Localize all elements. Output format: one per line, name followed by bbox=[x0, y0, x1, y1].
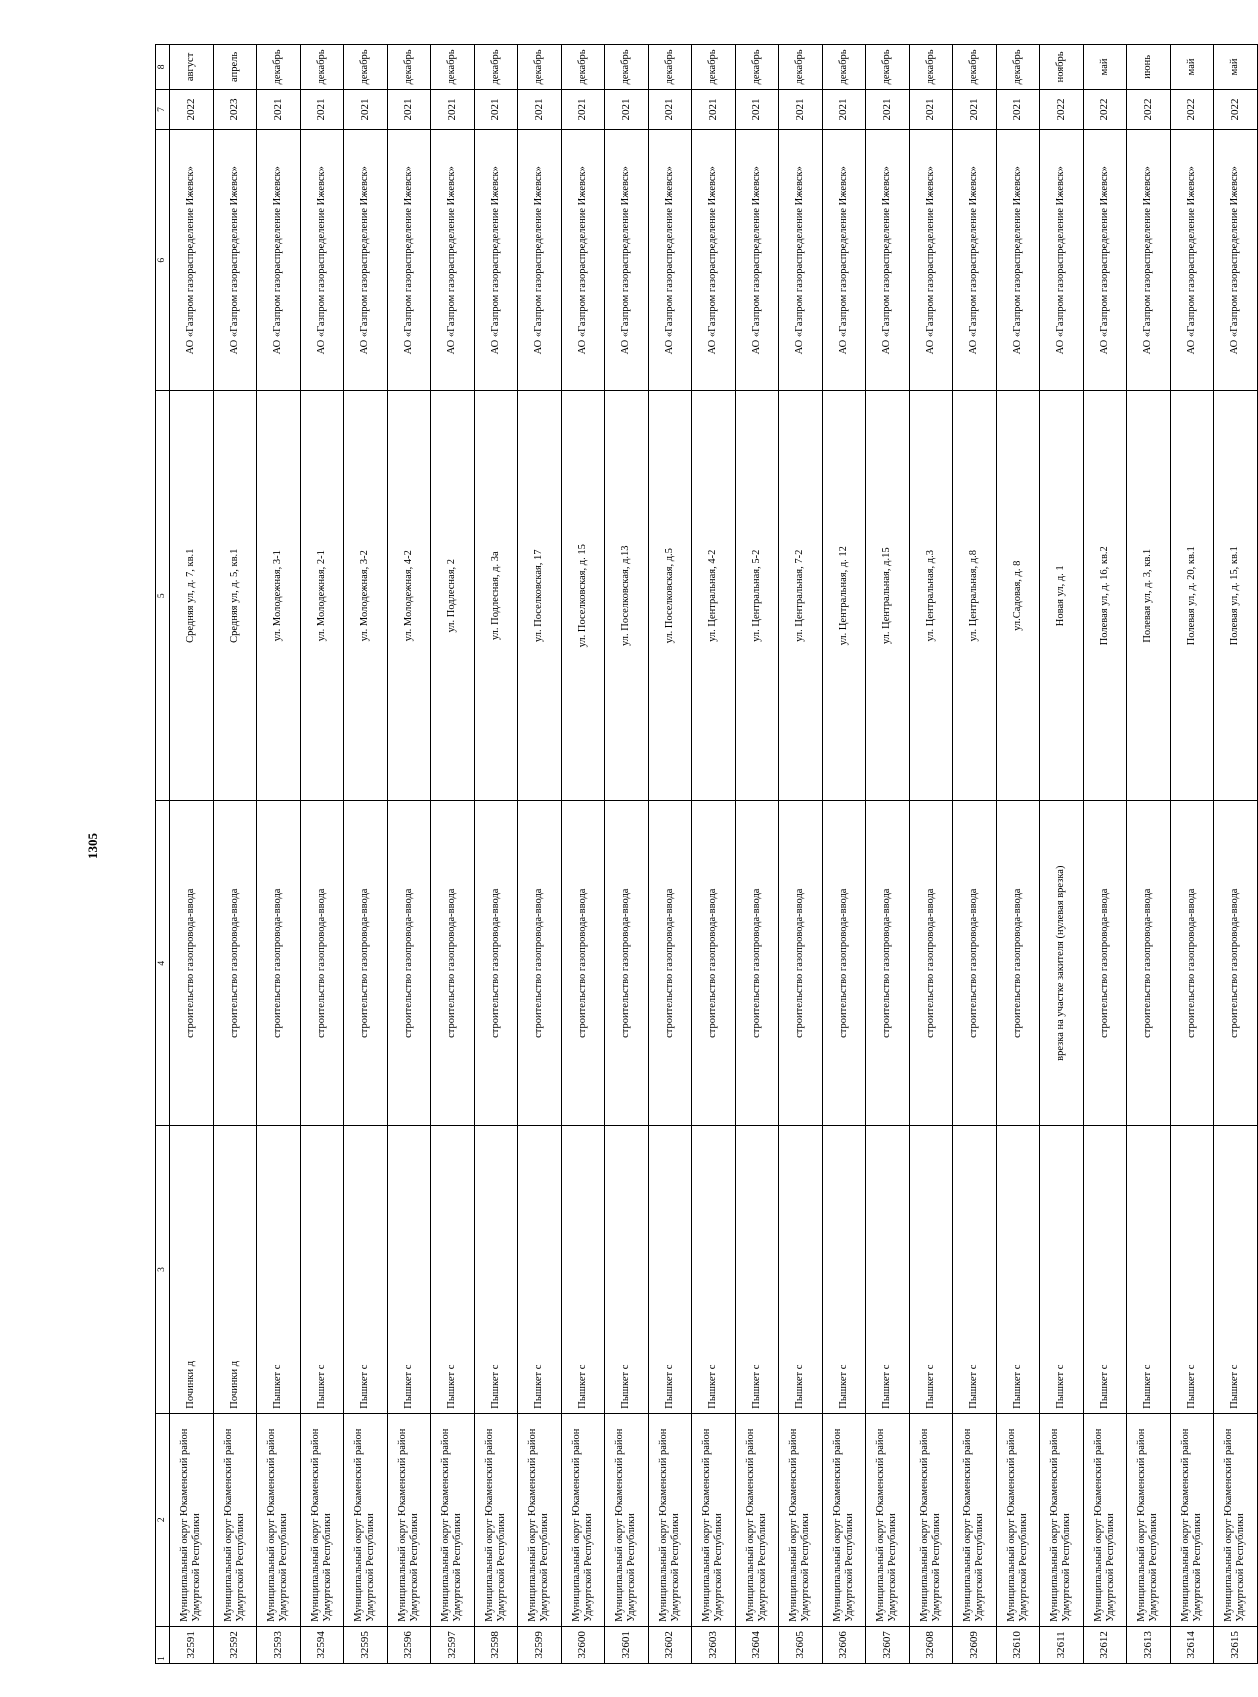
settlement-cell: Пышкет с bbox=[1127, 1126, 1171, 1414]
address-cell: ул. Молодежная, 3-2 bbox=[344, 391, 388, 801]
settlement-cell: Пышкет с bbox=[1170, 1126, 1214, 1414]
address-cell: Полевая ул, д. 16, кв.2 bbox=[1083, 391, 1127, 801]
year-cell: 2021 bbox=[996, 89, 1040, 129]
district-cell: Муниципальный округ Юкаменский район Удмуртской Республики bbox=[866, 1413, 910, 1626]
table-row bbox=[605, 45, 649, 1664]
month-cell: декабрь bbox=[996, 45, 1040, 90]
address-cell: ул. Поселковская, д.13 bbox=[605, 391, 649, 801]
district-cell: Муниципальный округ Юкаменский район Удмуртской Республики bbox=[953, 1413, 997, 1626]
row-number-cell: 32612 bbox=[1083, 1626, 1127, 1663]
work-type-cell: строительство газопровода-ввода bbox=[300, 801, 344, 1126]
gasification-schedule-table bbox=[155, 44, 1258, 1664]
address-cell: ул. Подлесная, д. 3а bbox=[474, 391, 518, 801]
address-cell: ул. Поселковская, д. 15 bbox=[561, 391, 605, 801]
row-number-cell: 32605 bbox=[779, 1626, 823, 1663]
year-cell: 2021 bbox=[300, 89, 344, 129]
organization-cell: АО «Газпром газораспределение Ижевск» bbox=[257, 130, 301, 391]
work-type-cell: строительство газопровода-ввода bbox=[1170, 801, 1214, 1126]
row-number-cell: 32593 bbox=[257, 1626, 301, 1663]
organization-cell: АО «Газпром газораспределение Ижевск» bbox=[561, 130, 605, 391]
month-cell: декабрь bbox=[518, 45, 562, 90]
organization-cell: АО «Газпром газораспределение Ижевск» bbox=[344, 130, 388, 391]
organization-cell: АО «Газпром газораспределение Ижевск» bbox=[518, 130, 562, 391]
settlement-cell: Пышкет с bbox=[1214, 1126, 1258, 1414]
district-cell: Муниципальный округ Юкаменский район Удмуртской Республики bbox=[822, 1413, 866, 1626]
month-cell: май bbox=[1214, 45, 1258, 90]
work-type-cell: строительство газопровода-ввода bbox=[257, 801, 301, 1126]
year-cell: 2021 bbox=[605, 89, 649, 129]
row-number-cell: 32596 bbox=[387, 1626, 431, 1663]
month-cell: апрель bbox=[213, 45, 257, 90]
year-cell: 2021 bbox=[866, 89, 910, 129]
year-cell: 2021 bbox=[561, 89, 605, 129]
work-type-cell: строительство газопровода-ввода bbox=[344, 801, 388, 1126]
table-row bbox=[692, 45, 736, 1664]
year-cell: 2021 bbox=[909, 89, 953, 129]
month-cell: декабрь bbox=[431, 45, 475, 90]
table-row bbox=[170, 45, 214, 1664]
table-row bbox=[909, 45, 953, 1664]
district-cell: Муниципальный округ Юкаменский район Удмуртской Республики bbox=[257, 1413, 301, 1626]
month-cell: декабрь bbox=[953, 45, 997, 90]
district-cell: Муниципальный округ Юкаменский район Удмуртской Республики bbox=[1170, 1413, 1214, 1626]
month-cell: декабрь bbox=[387, 45, 431, 90]
row-number-cell: 32607 bbox=[866, 1626, 910, 1663]
work-type-cell: строительство газопровода-ввода bbox=[909, 801, 953, 1126]
address-cell: ул. Поселковская, 17 bbox=[518, 391, 562, 801]
year-cell: 2021 bbox=[779, 89, 823, 129]
organization-cell: АО «Газпром газораспределение Ижевск» bbox=[1127, 130, 1171, 391]
work-type-cell: строительство газопровода-ввода bbox=[170, 801, 214, 1126]
district-cell: Муниципальный округ Юкаменский район Удмуртской Республики bbox=[1040, 1413, 1084, 1626]
table-row bbox=[300, 45, 344, 1664]
work-type-cell: строительство газопровода-ввода bbox=[474, 801, 518, 1126]
row-number-cell: 32598 bbox=[474, 1626, 518, 1663]
month-cell: декабрь bbox=[474, 45, 518, 90]
table-row bbox=[735, 45, 779, 1664]
district-cell: Муниципальный округ Юкаменский район Удмуртской Республики bbox=[605, 1413, 649, 1626]
work-type-cell: строительство газопровода-ввода bbox=[518, 801, 562, 1126]
settlement-cell: Пышкет с bbox=[909, 1126, 953, 1414]
table-row bbox=[953, 45, 997, 1664]
work-type-cell: строительство газопровода-ввода bbox=[822, 801, 866, 1126]
address-cell: ул. Центральная, д.8 bbox=[953, 391, 997, 801]
row-number-cell: 32611 bbox=[1040, 1626, 1084, 1663]
table-row bbox=[344, 45, 388, 1664]
work-type-cell: строительство газопровода-ввода bbox=[1127, 801, 1171, 1126]
table-row bbox=[257, 45, 301, 1664]
address-cell: ул.Садовая, д. 8 bbox=[996, 391, 1040, 801]
settlement-cell: Пышкет с bbox=[300, 1126, 344, 1414]
address-cell: Средняя ул, д. 5, кв.1 bbox=[213, 391, 257, 801]
organization-cell: АО «Газпром газораспределение Ижевск» bbox=[300, 130, 344, 391]
organization-cell: АО «Газпром газораспределение Ижевск» bbox=[735, 130, 779, 391]
year-cell: 2023 bbox=[213, 89, 257, 129]
table-row bbox=[474, 45, 518, 1664]
column-header: 1 bbox=[156, 1626, 170, 1663]
address-cell: ул. Центральная, д. 12 bbox=[822, 391, 866, 801]
address-cell: Полевая ул, д. 20, кв.1 bbox=[1170, 391, 1214, 801]
year-cell: 2022 bbox=[1127, 89, 1171, 129]
table-row bbox=[1214, 45, 1258, 1664]
work-type-cell: строительство газопровода-ввода bbox=[605, 801, 649, 1126]
organization-cell: АО «Газпром газораспределение Ижевск» bbox=[692, 130, 736, 391]
address-cell: ул. Молодежная, 3-1 bbox=[257, 391, 301, 801]
table-row bbox=[1083, 45, 1127, 1664]
settlement-cell: Пышкет с bbox=[1083, 1126, 1127, 1414]
work-type-cell: строительство газопровода-ввода bbox=[996, 801, 1040, 1126]
work-type-cell: строительство газопровода-ввода bbox=[561, 801, 605, 1126]
work-type-cell: строительство газопровода-ввода bbox=[648, 801, 692, 1126]
settlement-cell: Починки д bbox=[170, 1126, 214, 1414]
district-cell: Муниципальный округ Юкаменский район Удмуртской Республики bbox=[170, 1413, 214, 1626]
organization-cell: АО «Газпром газораспределение Ижевск» bbox=[996, 130, 1040, 391]
address-cell: ул. Молодежная, 4-2 bbox=[387, 391, 431, 801]
row-number-cell: 32597 bbox=[431, 1626, 475, 1663]
work-type-cell: строительство газопровода-ввода bbox=[1083, 801, 1127, 1126]
row-number-cell: 32606 bbox=[822, 1626, 866, 1663]
settlement-cell: Пышкет с bbox=[387, 1126, 431, 1414]
organization-cell: АО «Газпром газораспределение Ижевск» bbox=[866, 130, 910, 391]
month-cell: декабрь bbox=[300, 45, 344, 90]
district-cell: Муниципальный округ Юкаменский район Удмуртской Республики bbox=[648, 1413, 692, 1626]
month-cell: декабрь bbox=[344, 45, 388, 90]
settlement-cell: Пышкет с bbox=[518, 1126, 562, 1414]
organization-cell: АО «Газпром газораспределение Ижевск» bbox=[387, 130, 431, 391]
work-type-cell: строительство газопровода-ввода bbox=[779, 801, 823, 1126]
settlement-cell: Пышкет с bbox=[996, 1126, 1040, 1414]
settlement-cell: Пышкет с bbox=[953, 1126, 997, 1414]
address-cell: ул. Центральная, 7-2 bbox=[779, 391, 823, 801]
district-cell: Муниципальный округ Юкаменский район Удмуртской Республики bbox=[1083, 1413, 1127, 1626]
table-row bbox=[431, 45, 475, 1664]
column-header: 4 bbox=[156, 801, 170, 1126]
address-cell: ул. Центральная, 5-2 bbox=[735, 391, 779, 801]
district-cell: Муниципальный округ Юкаменский район Удмуртской Республики bbox=[431, 1413, 475, 1626]
table-row bbox=[518, 45, 562, 1664]
settlement-cell: Пышкет с bbox=[866, 1126, 910, 1414]
column-number-row bbox=[156, 45, 170, 1664]
organization-cell: АО «Газпром газораспределение Ижевск» bbox=[1214, 130, 1258, 391]
year-cell: 2021 bbox=[953, 89, 997, 129]
year-cell: 2022 bbox=[1040, 89, 1084, 129]
row-number-cell: 32599 bbox=[518, 1626, 562, 1663]
settlement-cell: Пышкет с bbox=[822, 1126, 866, 1414]
year-cell: 2022 bbox=[170, 89, 214, 129]
settlement-cell: Пышкет с bbox=[779, 1126, 823, 1414]
district-cell: Муниципальный округ Юкаменский район Удмуртской Республики bbox=[387, 1413, 431, 1626]
district-cell: Муниципальный округ Юкаменский район Удмуртской Республики bbox=[735, 1413, 779, 1626]
year-cell: 2022 bbox=[1083, 89, 1127, 129]
district-cell: Муниципальный округ Юкаменский район Удмуртской Республики bbox=[779, 1413, 823, 1626]
year-cell: 2022 bbox=[1214, 89, 1258, 129]
year-cell: 2021 bbox=[692, 89, 736, 129]
address-cell: Средняя ул, д. 7, кв.1 bbox=[170, 391, 214, 801]
district-cell: Муниципальный округ Юкаменский район Удмуртской Республики bbox=[692, 1413, 736, 1626]
table-row bbox=[387, 45, 431, 1664]
district-cell: Муниципальный округ Юкаменский район Удмуртской Республики bbox=[300, 1413, 344, 1626]
row-number-cell: 32604 bbox=[735, 1626, 779, 1663]
settlement-cell: Пышкет с bbox=[431, 1126, 475, 1414]
year-cell: 2021 bbox=[387, 89, 431, 129]
month-cell: декабрь bbox=[866, 45, 910, 90]
month-cell: ноябрь bbox=[1040, 45, 1084, 90]
address-cell: Полевая ул, д. 15, кв.1 bbox=[1214, 391, 1258, 801]
settlement-cell: Пышкет с bbox=[1040, 1126, 1084, 1414]
address-cell: Новая ул, д. 1 bbox=[1040, 391, 1084, 801]
work-type-cell: строительство газопровода-ввода bbox=[387, 801, 431, 1126]
settlement-cell: Пышкет с bbox=[735, 1126, 779, 1414]
district-cell: Муниципальный округ Юкаменский район Удмуртской Республики bbox=[561, 1413, 605, 1626]
month-cell: декабрь bbox=[648, 45, 692, 90]
table-row bbox=[1127, 45, 1171, 1664]
organization-cell: АО «Газпром газораспределение Ижевск» bbox=[1083, 130, 1127, 391]
column-header: 5 bbox=[156, 391, 170, 801]
month-cell: декабрь bbox=[779, 45, 823, 90]
settlement-cell: Пышкет с bbox=[474, 1126, 518, 1414]
organization-cell: АО «Газпром газораспределение Ижевск» bbox=[1170, 130, 1214, 391]
column-header: 3 bbox=[156, 1126, 170, 1414]
month-cell: май bbox=[1170, 45, 1214, 90]
work-type-cell: строительство газопровода-ввода bbox=[1214, 801, 1258, 1126]
district-cell: Муниципальный округ Юкаменский район Удмуртской Республики bbox=[474, 1413, 518, 1626]
table-row bbox=[213, 45, 257, 1664]
row-number-cell: 32602 bbox=[648, 1626, 692, 1663]
address-cell: ул. Центральная, 4-2 bbox=[692, 391, 736, 801]
table-row bbox=[779, 45, 823, 1664]
month-cell: декабрь bbox=[822, 45, 866, 90]
year-cell: 2021 bbox=[518, 89, 562, 129]
year-cell: 2021 bbox=[648, 89, 692, 129]
work-type-cell: строительство газопровода-ввода bbox=[213, 801, 257, 1126]
month-cell: май bbox=[1083, 45, 1127, 90]
row-number-cell: 32608 bbox=[909, 1626, 953, 1663]
district-cell: Муниципальный округ Юкаменский район Удмуртской Республики bbox=[344, 1413, 388, 1626]
work-type-cell: строительство газопровода-ввода bbox=[692, 801, 736, 1126]
settlement-cell: Пышкет с bbox=[344, 1126, 388, 1414]
district-cell: Муниципальный округ Юкаменский район Удмуртской Республики bbox=[1214, 1413, 1258, 1626]
row-number-cell: 32595 bbox=[344, 1626, 388, 1663]
address-cell: Полевая ул, д. 3, кв.1 bbox=[1127, 391, 1171, 801]
organization-cell: АО «Газпром газораспределение Ижевск» bbox=[648, 130, 692, 391]
work-type-cell: строительство газопровода-ввода bbox=[866, 801, 910, 1126]
table-row bbox=[1170, 45, 1214, 1664]
year-cell: 2022 bbox=[1170, 89, 1214, 129]
row-number-cell: 32603 bbox=[692, 1626, 736, 1663]
settlement-cell: Починки д bbox=[213, 1126, 257, 1414]
month-cell: декабрь bbox=[692, 45, 736, 90]
row-number-cell: 32600 bbox=[561, 1626, 605, 1663]
district-cell: Муниципальный округ Юкаменский район Удмуртской Республики bbox=[996, 1413, 1040, 1626]
work-type-cell: врезка на участке закителя (нулевая врезка) bbox=[1040, 801, 1084, 1126]
settlement-cell: Пышкет с bbox=[605, 1126, 649, 1414]
row-number-cell: 32615 bbox=[1214, 1626, 1258, 1663]
address-cell: ул. Поселковская, д.5 bbox=[648, 391, 692, 801]
month-cell: август bbox=[170, 45, 214, 90]
work-type-cell: строительство газопровода-ввода bbox=[735, 801, 779, 1126]
page-number: 1305 bbox=[85, 833, 100, 859]
row-number-cell: 32592 bbox=[213, 1626, 257, 1663]
month-cell: декабрь bbox=[735, 45, 779, 90]
column-header: 8 bbox=[156, 45, 170, 90]
district-cell: Муниципальный округ Юкаменский район Удмуртской Республики bbox=[909, 1413, 953, 1626]
year-cell: 2021 bbox=[257, 89, 301, 129]
address-cell: ул. Подлесная, 2 bbox=[431, 391, 475, 801]
address-cell: ул. Молодежная, 2-1 bbox=[300, 391, 344, 801]
district-cell: Муниципальный округ Юкаменский район Удмуртской Республики bbox=[1127, 1413, 1171, 1626]
year-cell: 2021 bbox=[735, 89, 779, 129]
settlement-cell: Пышкет с bbox=[648, 1126, 692, 1414]
table-row bbox=[1040, 45, 1084, 1664]
month-cell: июнь bbox=[1127, 45, 1171, 90]
row-number-cell: 32609 bbox=[953, 1626, 997, 1663]
work-type-cell: строительство газопровода-ввода bbox=[431, 801, 475, 1126]
row-number-cell: 32614 bbox=[1170, 1626, 1214, 1663]
year-cell: 2021 bbox=[431, 89, 475, 129]
organization-cell: АО «Газпром газораспределение Ижевск» bbox=[605, 130, 649, 391]
address-cell: ул. Центральная, д.3 bbox=[909, 391, 953, 801]
organization-cell: АО «Газпром газораспределение Ижевск» bbox=[953, 130, 997, 391]
table-row bbox=[822, 45, 866, 1664]
table-row bbox=[561, 45, 605, 1664]
month-cell: декабрь bbox=[909, 45, 953, 90]
column-header: 7 bbox=[156, 89, 170, 129]
settlement-cell: Пышкет с bbox=[257, 1126, 301, 1414]
address-cell: ул. Центральная, д.15 bbox=[866, 391, 910, 801]
table-row bbox=[648, 45, 692, 1664]
column-header: 6 bbox=[156, 130, 170, 391]
month-cell: декабрь bbox=[605, 45, 649, 90]
organization-cell: АО «Газпром газораспределение Ижевск» bbox=[474, 130, 518, 391]
month-cell: декабрь bbox=[561, 45, 605, 90]
year-cell: 2021 bbox=[474, 89, 518, 129]
settlement-cell: Пышкет с bbox=[692, 1126, 736, 1414]
organization-cell: АО «Газпром газораспределение Ижевск» bbox=[1040, 130, 1084, 391]
column-header: 2 bbox=[156, 1413, 170, 1626]
district-cell: Муниципальный округ Юкаменский район Удмуртской Республики bbox=[518, 1413, 562, 1626]
organization-cell: АО «Газпром газораспределение Ижевск» bbox=[431, 130, 475, 391]
row-number-cell: 32601 bbox=[605, 1626, 649, 1663]
work-type-cell: строительство газопровода-ввода bbox=[953, 801, 997, 1126]
district-cell: Муниципальный округ Юкаменский район Удмуртской Республики bbox=[213, 1413, 257, 1626]
organization-cell: АО «Газпром газораспределение Ижевск» bbox=[170, 130, 214, 391]
row-number-cell: 32613 bbox=[1127, 1626, 1171, 1663]
organization-cell: АО «Газпром газораспределение Ижевск» bbox=[779, 130, 823, 391]
organization-cell: АО «Газпром газораспределение Ижевск» bbox=[909, 130, 953, 391]
rotated-table-container bbox=[155, 44, 1247, 1664]
year-cell: 2021 bbox=[344, 89, 388, 129]
table-row bbox=[866, 45, 910, 1664]
row-number-cell: 32594 bbox=[300, 1626, 344, 1663]
settlement-cell: Пышкет с bbox=[561, 1126, 605, 1414]
month-cell: декабрь bbox=[257, 45, 301, 90]
row-number-cell: 32610 bbox=[996, 1626, 1040, 1663]
row-number-cell: 32591 bbox=[170, 1626, 214, 1663]
year-cell: 2021 bbox=[822, 89, 866, 129]
organization-cell: АО «Газпром газораспределение Ижевск» bbox=[822, 130, 866, 391]
table-body bbox=[170, 45, 1258, 1664]
table-row bbox=[996, 45, 1040, 1664]
organization-cell: АО «Газпром газораспределение Ижевск» bbox=[213, 130, 257, 391]
